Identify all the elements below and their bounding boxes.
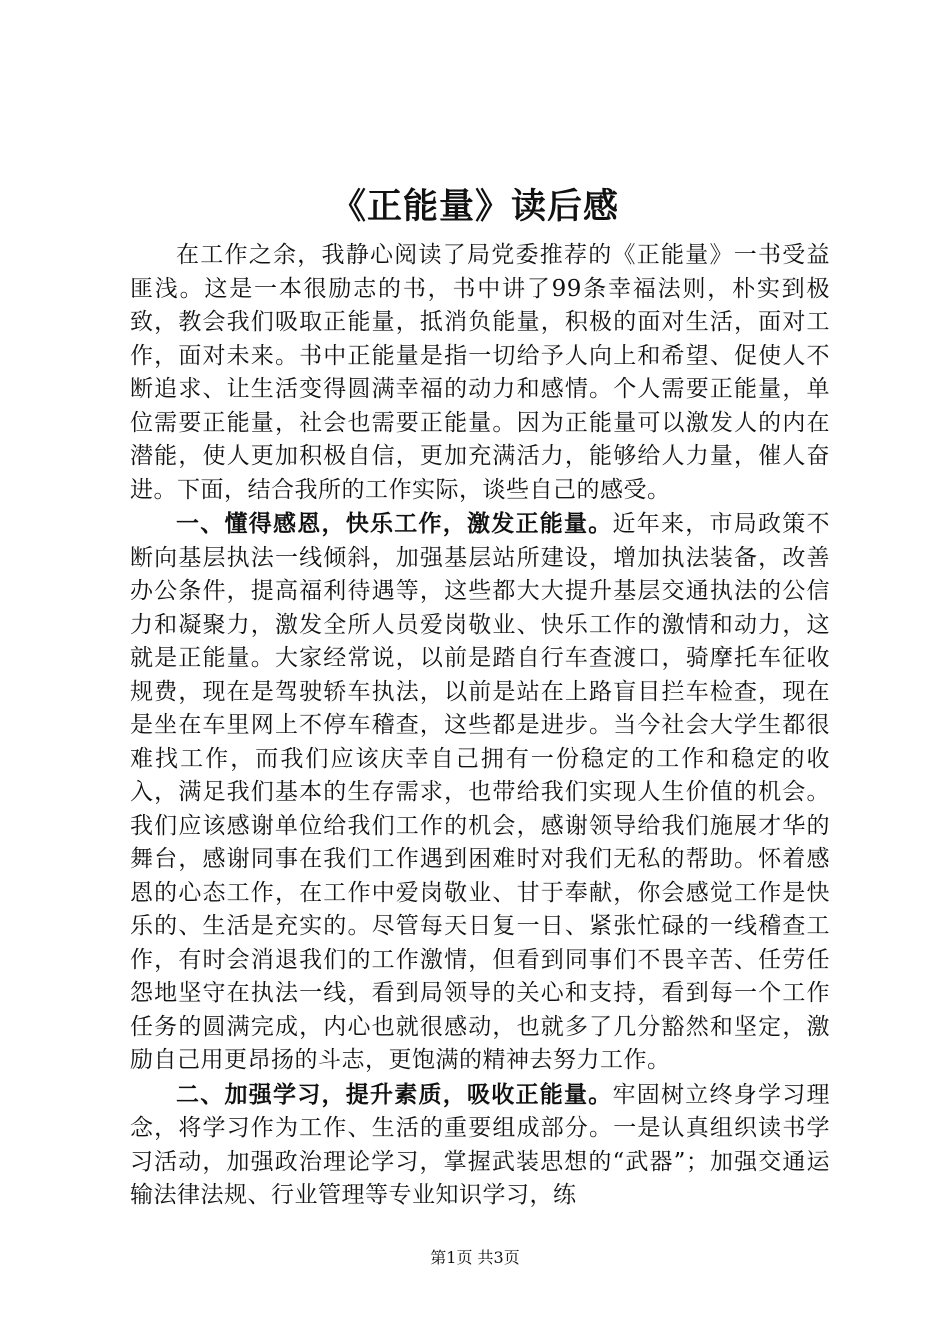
document-title: 《正能量》读后感 bbox=[330, 186, 619, 227]
paragraph-intro bbox=[130, 238, 830, 507]
paragraph-text: 近年来，市局政策不断向基层执法一线倾斜，加强基层站所建设，增加执法装备，改善办公条件，提高福利待遇等，这些都大大提升基层交通执法的公信力和凝聚力，激发全所人员爱岗敬业、快乐工作的激情和动力，这就是正能量。大家经常说，以前是踏自行车查渡口，骑摩托车征收规费，现在是驾驶轿车执法，以前是站在上路盲目拦车检查，现在是坐在车里网上不停车稽查，这些都是进步。当今社会大学生都很难找工作，而我们应该庆幸自己拥有一份稳定的工作和稳定的收入，满足我们基本的生存需求，也带给我们实现人生价值的机会。我们应该感谢单位给我们工作的机会，感谢领导给我们施展才华的舞台，感谢同事在我们工作遇到困难时对我们无私的帮助。怀着感恩的心态工作，在工作中爱岗敬业、甘于奉献，你会感觉工作是快乐的、生活是充实的。尽管每天日复一日、紧张忙碌的一线稽查工作，有时会消退我们的工作激情，但看到同事们不畏辛苦、任劳任怨地坚守在执法一线，看到局领导的关心和支持，看到每一个工作任务的圆满完成，内心也就很感动，也就多了几分豁然和坚定，激励自己用更昂扬的斗志，更饱满的精神去努力工作。 bbox=[130, 511, 830, 1073]
document-body bbox=[130, 238, 830, 1213]
section-heading-1: 一、懂得感恩，快乐工作，激发正能量。 bbox=[176, 510, 613, 537]
paragraph-text: 在工作之余，我静心阅读了局党委推荐的《正能量》一书受益匪浅。这是一本很励志的书，书中讲了99条幸福法则，朴实到极致，教会我们吸取正能量，抵消负能量，积极的面对生活，面对工作，面对未来。书中正能量是指一切给予人向上和希望、促使人不断追求、让生活变得圆满幸福的动力和感情。个人需要正能量，单位需要正能量，社会也需要正能量。因为正能量可以激发人的内在潜能，使人更加积极自信，更加充满活力，能够给人力量，催人奋进。下面，结合我所的工作实际，谈些自己的感受。 bbox=[130, 242, 830, 503]
paragraph-text: 牢固树立终身学习理念，将学习作为工作、生活的重要组成部分。一是认真组织读书学习活动，加强政治理论学习，掌握武装思想的“武器”；加强交通运输法律法规、行业管理等专业知识学习，练 bbox=[130, 1081, 830, 1208]
page-footer: 第1页 共3页 bbox=[430, 1248, 520, 1267]
paragraph-section-2 bbox=[130, 1078, 830, 1213]
paragraph-section-1 bbox=[130, 507, 830, 1078]
section-heading-2: 二、加强学习，提升素质，吸收正能量。 bbox=[176, 1080, 613, 1108]
